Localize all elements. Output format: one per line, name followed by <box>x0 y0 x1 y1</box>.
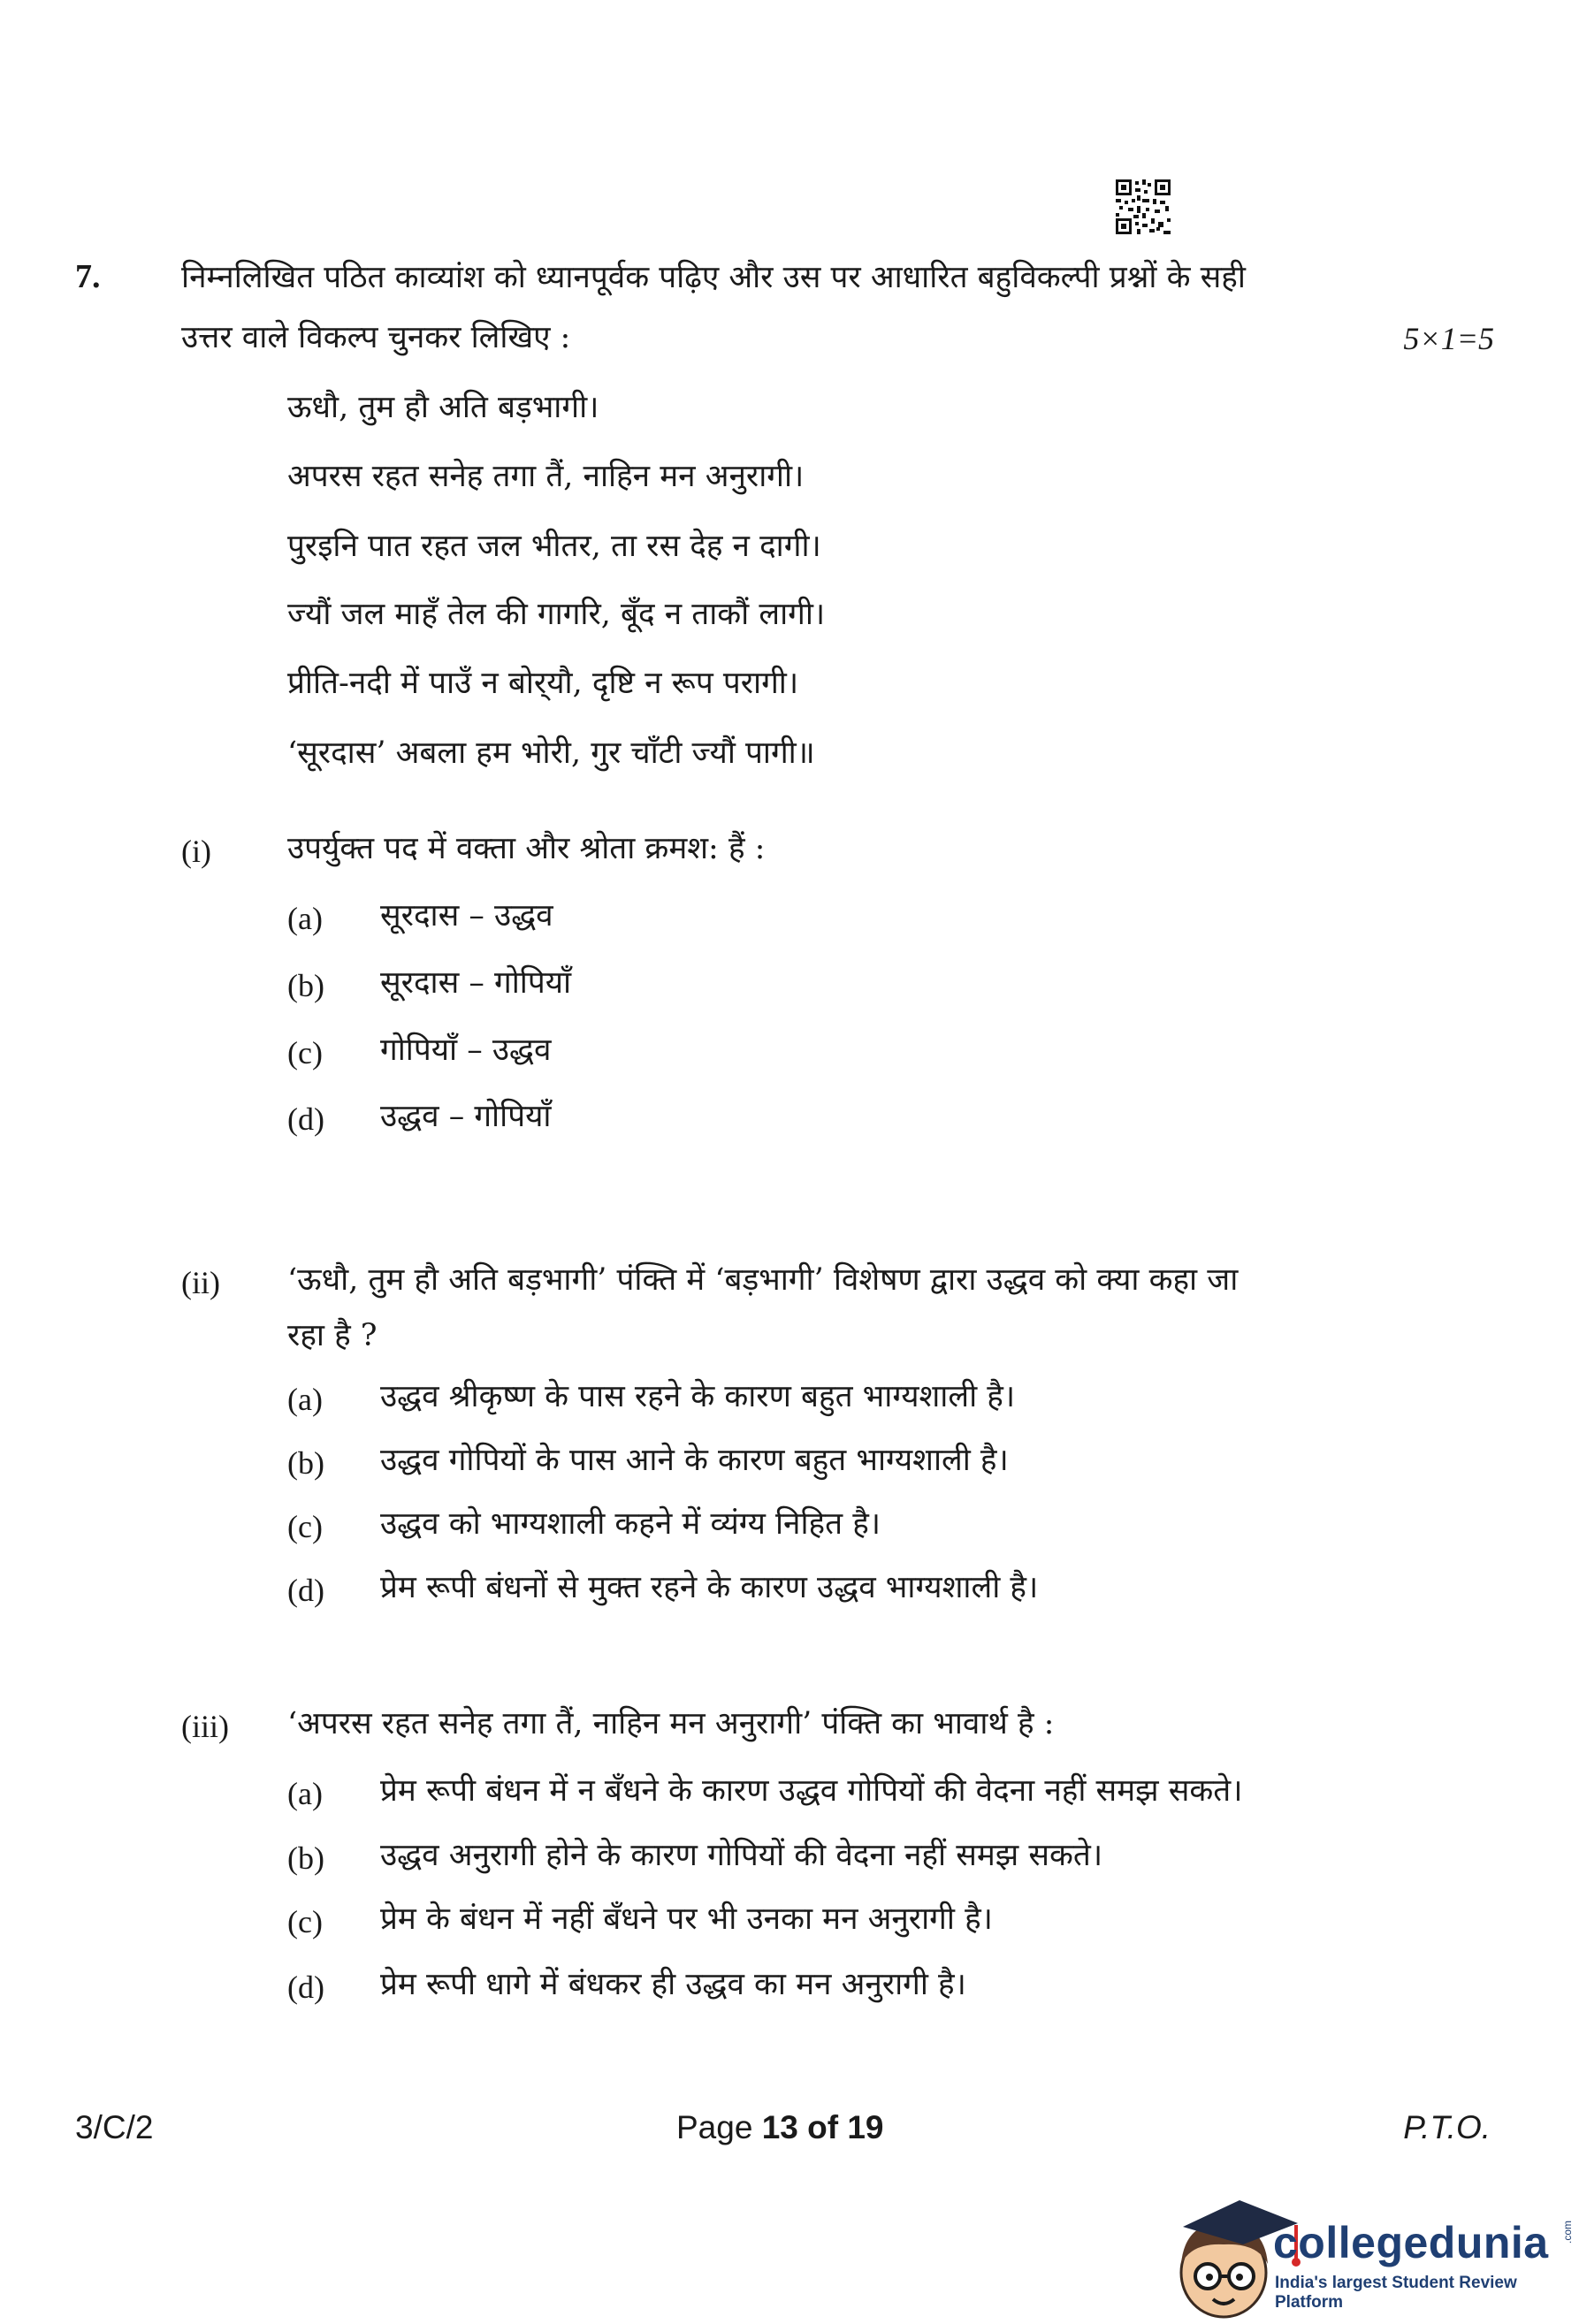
option-text: सूरदास – गोपियाँ <box>380 965 572 1001</box>
question-instruction-line2: उत्तर वाले विकल्प चुनकर लिखिए : <box>181 320 571 355</box>
option-label: (a) <box>287 1776 323 1811</box>
option-text: उद्धव अनुरागी होने के कारण गोपियों की वेदना नहीं समझ सकते। <box>380 1838 1103 1873</box>
poem-line: ‘सूरदास’ अबला हम भोरी, गुर चाँटी ज्यौं पागी॥ <box>287 735 815 771</box>
option-text: सूरदास – उद्धव <box>380 898 553 933</box>
page-current: 13 <box>761 2109 798 2145</box>
subquestion-text: ‘अपरस रहत सनेह तगा तैं, नाहिन मन अनुरागी’ पंक्ति का भावार्थ है : <box>287 1706 1055 1741</box>
question-number: 7. <box>75 258 101 295</box>
option-label: (d) <box>287 1101 324 1137</box>
option-text: उद्धव श्रीकृष्ण के पास रहने के कारण बहुत भाग्यशाली है। <box>380 1379 1016 1414</box>
option-text: प्रेम रूपी धागे में बंधकर ही उद्धव का मन अनुरागी है। <box>380 1967 966 2002</box>
subquestion-label: (i) <box>181 834 211 869</box>
option-text: प्रेम रूपी बंधन में न बँधने के कारण उद्धव गोपियों की वेदना नहीं समझ सकते। <box>380 1773 1243 1809</box>
option-label: (d) <box>287 1970 324 2005</box>
question-instruction-line1: निम्नलिखित पठित काव्यांश को ध्यानपूर्वक पढ़िए और उस पर आधारित बहुविकल्पी प्रश्नों के सही <box>181 260 1246 295</box>
question-marks: 5×1=5 <box>1403 321 1494 356</box>
option-label: (b) <box>287 1840 324 1876</box>
option-text: गोपियाँ – उद्धव <box>380 1032 552 1068</box>
poem-line: पुरइनि पात रहत जल भीतर, ता रस देह न दागी। <box>287 529 821 564</box>
subquestion-text: रहा है ? <box>287 1318 378 1353</box>
subquestion-label: (ii) <box>181 1265 220 1300</box>
paper-code: 3/C/2 <box>75 2109 154 2145</box>
option-text: उद्धव गोपियों के पास आने के कारण बहुत भाग्यशाली है। <box>380 1443 1009 1478</box>
option-label: (c) <box>287 1904 323 1939</box>
subquestion-text: ‘ऊधौ, तुम हौ अति बड़भागी’ पंक्ति में ‘बड़भागी’ विशेषण द्वारा उद्धव को क्या कहा जा <box>287 1262 1239 1298</box>
brand-domain-suffix: .com <box>1561 2220 1575 2244</box>
poem-line: प्रीति-नदी में पाउँ न बोर्‌यौ, दृष्टि न रूप परागी। <box>287 666 799 701</box>
option-text: प्रेम के बंधन में नहीं बँधने पर भी उनका मन अनुरागी है। <box>380 1901 993 1937</box>
option-text: उद्धव को भाग्यशाली कहने में व्यंग्य निहित है। <box>380 1506 881 1542</box>
page-number <box>676 2109 884 2146</box>
option-label: (c) <box>287 1035 323 1071</box>
option-label: (b) <box>287 968 324 1003</box>
option-label: (b) <box>287 1445 324 1481</box>
page-total: 19 <box>847 2109 884 2145</box>
page-prefix: Page <box>676 2109 762 2145</box>
option-text: उद्धव – गोपियाँ <box>380 1099 552 1134</box>
qr-code-icon <box>1116 179 1171 238</box>
poem-line: ज्यौं जल माहँ तेल की गागरि, बूँद न ताकौं लागी। <box>287 597 826 632</box>
poem-line: अपरस रहत सनेह तगा तैं, नाहिन मन अनुरागी। <box>287 459 805 494</box>
subquestion-label: (iii) <box>181 1709 229 1744</box>
pto-note: P.T.O. <box>1403 2109 1491 2145</box>
option-label: (d) <box>287 1573 324 1608</box>
poem-line: ऊधौ, तुम हौ अति बड़भागी। <box>287 390 599 425</box>
option-text: प्रेम रूपी बंधनों से मुक्त रहने के कारण उद्धव भाग्यशाली है। <box>380 1570 1039 1605</box>
page-of: of <box>797 2109 848 2145</box>
subquestion-text: उपर्युक्त पद में वक्ता और श्रोता क्रमश: हैं : <box>287 831 766 866</box>
option-label: (a) <box>287 901 323 936</box>
brand-tagline: India's largest Student Review Platform <box>1275 2274 1517 2312</box>
brand-logo-text: collegedunia <box>1273 2218 1549 2267</box>
option-label: (a) <box>287 1382 323 1417</box>
option-label: (c) <box>287 1509 323 1544</box>
